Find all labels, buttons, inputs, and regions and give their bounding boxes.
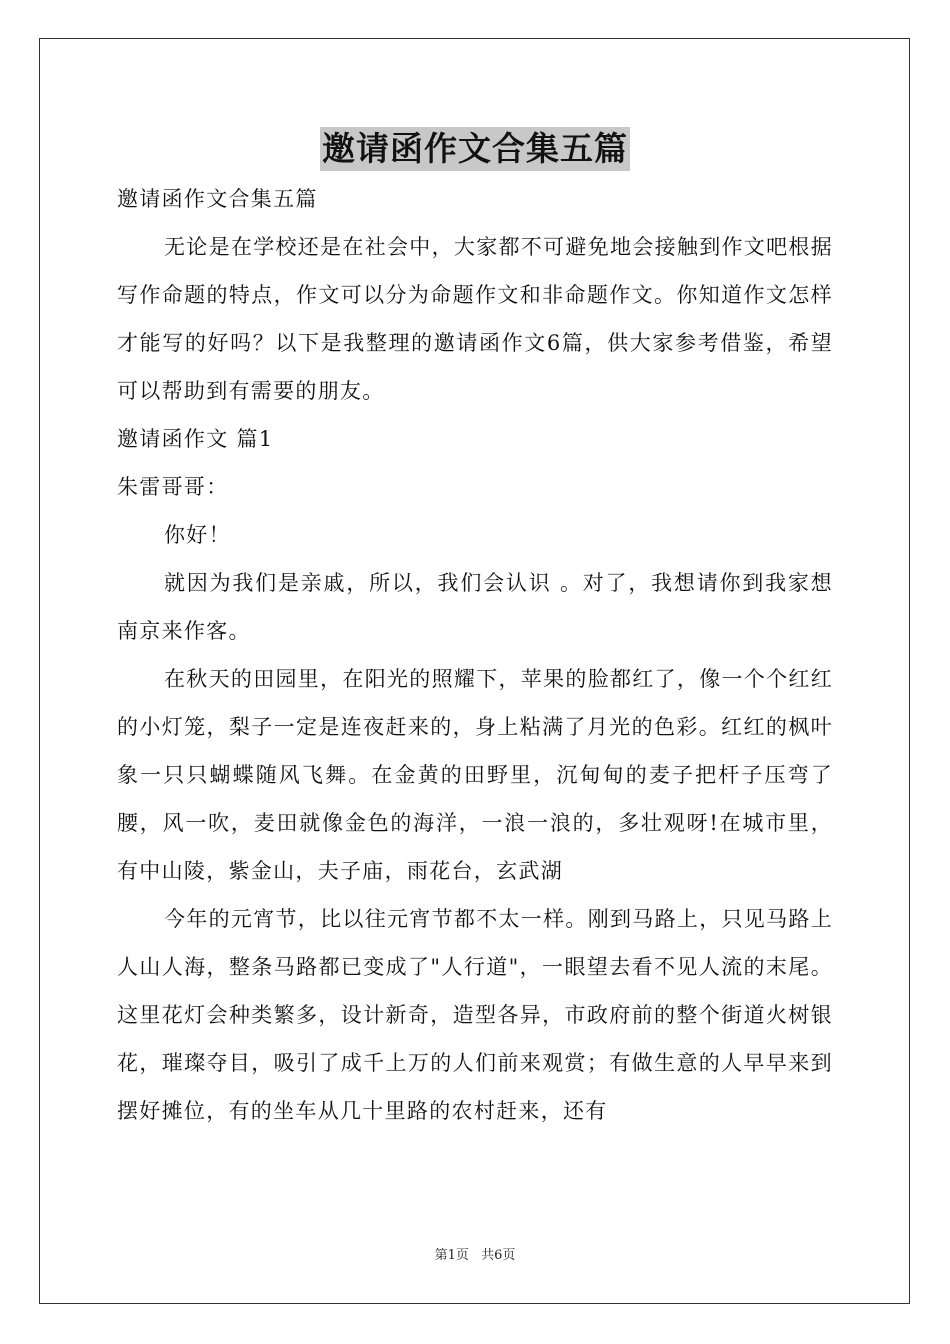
document-title: 邀请函作文合集五篇 bbox=[320, 127, 630, 171]
paragraph-section-heading: 邀请函作文 篇1 bbox=[117, 427, 274, 451]
paragraph-greeting: 你好！ bbox=[164, 523, 231, 547]
document-body bbox=[117, 175, 833, 1135]
paragraph-autumn: 在秋天的田园里，在阳光的照耀下，苹果的脸都红了，像一个个红红的小灯笼，梨子一定是连夜赶来的，身上粘满了月光的色彩。红红的枫叶象一只只蝴蝶随风飞舞。在金黄的田野里，沉甸甸的麦子把杆子压弯了腰，风一吹，麦田就像金色的海洋，一浪一浪的，多壮观呀!在城市里，有中山陵，紫金山，夫子庙，雨花台，玄武湖 bbox=[117, 667, 833, 883]
paragraph-lantern-festival: 今年的元宵节，比以往元宵节都不太一样。刚到马路上，只见马路上人山人海，整条马路都已变成了"人行道"，一眼望去看不见人流的末尾。这里花灯会种类繁多，设计新奇，造型各异，市政府前的整个街道火树银花，璀璨夺目，吸引了成千上万的人们前来观赏；有做生意的人早早来到摆好摊位，有的坐车从几十里路的农村赶来，还有 bbox=[117, 907, 833, 1123]
paragraph-salutation: 朱雷哥哥： bbox=[117, 475, 229, 499]
paragraph-intro: 无论是在学校还是在社会中，大家都不可避免地会接触到作文吧根据写作命题的特点，作文可以分为命题作文和非命题作文。你知道作文怎样才能写的好吗？以下是我整理的邀请函作文6篇，供大家参考借鉴，希望可以帮助到有需要的朋友。 bbox=[117, 235, 833, 403]
title-container bbox=[0, 127, 950, 171]
page-footer bbox=[0, 1246, 950, 1266]
page-number-total: 共6页 bbox=[481, 1248, 516, 1263]
page-number-current: 第1页 bbox=[434, 1248, 469, 1263]
paragraph-subtitle: 邀请函作文合集五篇 bbox=[117, 187, 318, 211]
paragraph-invitation: 就因为我们是亲戚，所以，我们会认识 。对了，我想请你到我家想南京来作客。 bbox=[117, 571, 833, 643]
